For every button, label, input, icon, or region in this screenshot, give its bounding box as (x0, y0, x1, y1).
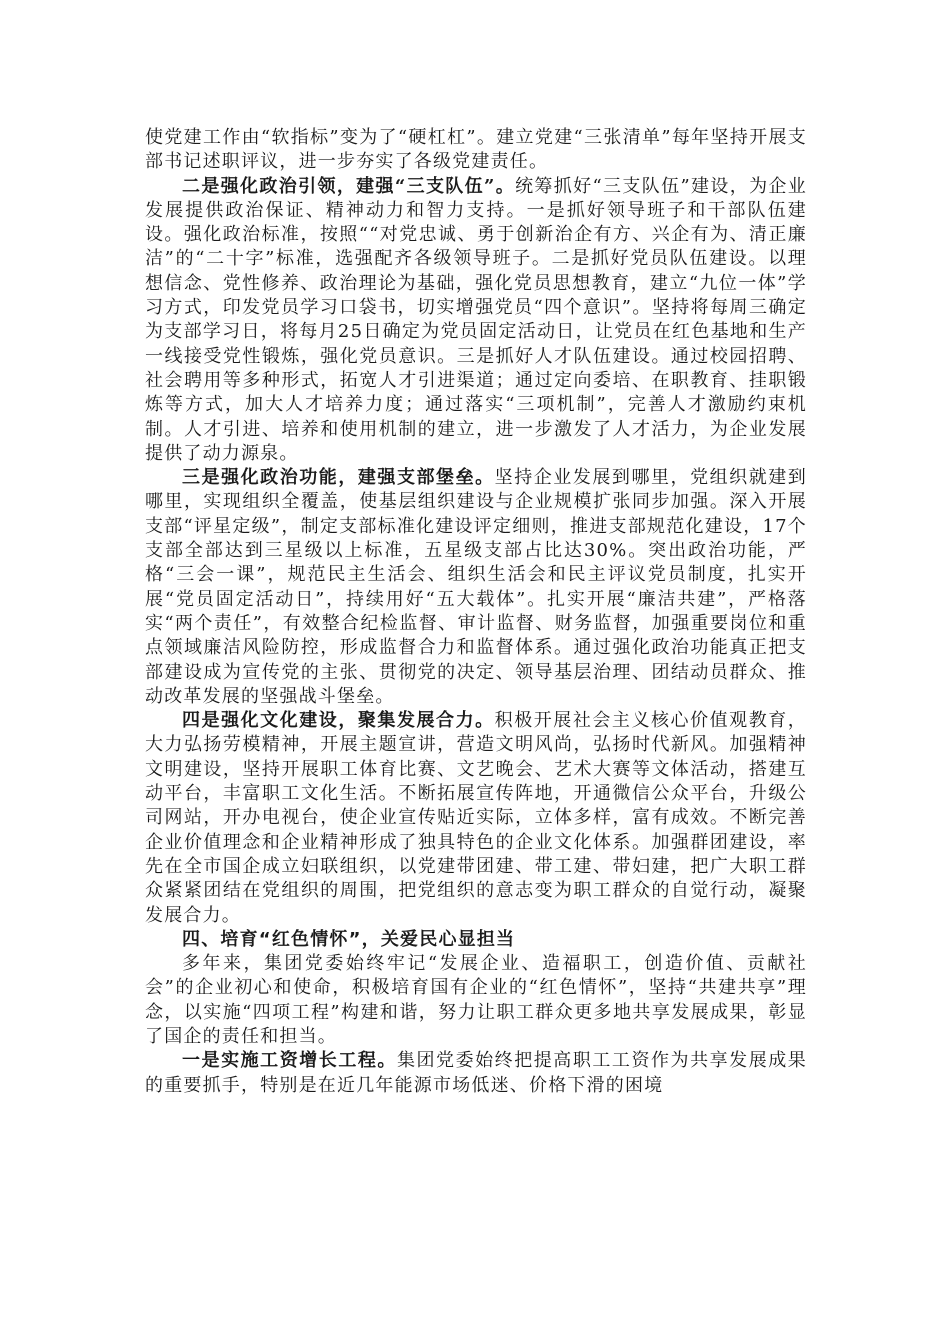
paragraph-lead: 三是强化政治功能，建强支部堡垒。 (182, 467, 495, 489)
paragraph-lead: 四是强化文化建设，聚集发展合力。 (182, 710, 495, 732)
paragraph-body: 统筹抓好“三支队伍”建设，为企业发展提供政治保证、精神动力和智力支持。一是抓好领导班子和干部队伍建设。强化政治标准，按照““对党忠诚、勇于创新治企有方、兴企有为、清正廉洁”的“二十字”标准，选强配齐各级领导班子。二是抓好党员队伍建设。以理想信念、党性修养、政治理论为基础，强化党员思想教育，建立“九位一体”学习方式，印发党员学习口袋书，切实增强党员“四个意识”。坚持将每周三确定为支部学习日，将每月25日确定为党员固定活动日，让党员在红色基地和生产一线接受党性锻炼，强化党员意识。三是抓好人才队伍建设。通过校园招聘、社会聘用等多种形式，拓宽人才引进渠道；通过定向委培、在职教育、挂职锻炼等方式，加大人才培养力度；通过落实“三项机制”，完善人才激励约束机制。人才引进、培养和使用机制的建立，进一步激发了人才活力，为企业发展提供了动力源泉。 (145, 175, 807, 464)
paragraph-body: 使党建工作由“软指标”变为了“硬杠杠”。建立党建“三张清单”每年坚持开展支部书记述职评议，进一步夯实了各级党建责任。 (145, 127, 807, 173)
paragraph-continuation (145, 126, 807, 175)
paragraph-three-teams (145, 175, 807, 467)
paragraph-body: 积极开展社会主义核心价值观教育，大力弘扬劳模精神，开展主题宣讲，营造文明风尚，弘扬时代新风。加强精神文明建设，坚持开展职工体育比赛、文艺晚会、艺术大赛等文体活动，搭建互动平台，丰富职工文化生活。不断拓展宣传阵地，开通微信公众平台，升级公司网站，开办电视台，使企业宣传贴近实际，立体多样，富有成效。不断完善企业价值理念和企业精神形成了独具特色的企业文化体系。加强群团建设，率先在全市国企成立妇联组织，以党建带团建、带工建、带妇建，把广大职工群众紧紧团结在党组织的周围，把党组织的意志变为职工群众的自觉行动，凝聚发展合力。 (145, 710, 807, 926)
paragraph-body: 多年来，集团党委始终牢记“发展企业、造福职工，创造价值、贡献社会”的企业初心和使命，积极培育国有企业的“红色情怀”，坚持“共建共享”理念，以实施“四项工程”构建和谐，努力让职工群众更多地共享发展成果，彰显了国企的责任和担当。 (145, 953, 807, 1047)
paragraph-intro (145, 952, 807, 1049)
paragraph-lead: 一是实施工资增长工程。 (182, 1050, 397, 1072)
paragraph-body: 集团党委始终把提高职工工资作为共享发展成果的重要抓手，特别是在近几年能源市场低迷、价格下滑的困境 (145, 1050, 808, 1096)
document-page (145, 126, 807, 1098)
paragraph-lead: 二是强化政治引领，建强“三支队伍”。 (182, 175, 516, 197)
paragraph-body: 坚持企业发展到哪里，党组织就建到哪里，实现组织全覆盖，使基层组织建设与企业规模扩张同步加强。深入开展支部“评星定级”，制定支部标准化建设评定细则，推进支部规范化建设，17个支部全部达到三星级以上标准，五星级支部占比达30%。突出政治功能，严格“三会一课”，规范民主生活会、组织生活会和民主评议党员制度，扎实开展“党员固定活动日”，持续用好“五大载体”。扎实开展“廉洁共建”，严格落实“两个责任”，有效整合纪检监督、审计监督、财务监督，加强重要岗位和重点领域廉洁风险防控，形成监督合力和监督体系。通过强化政治功能真正把支部建设成为宣传党的主张、贯彻党的决定、领导基层治理、团结动员群众、推动改革发展的坚强战斗堡垒。 (145, 467, 807, 707)
paragraph-branch-fortress (145, 466, 807, 709)
section-heading: 四、培育“红色情怀”，关爱民心显担当 (182, 928, 516, 950)
paragraph-wage-growth (145, 1049, 807, 1098)
paragraph-culture (145, 709, 807, 928)
